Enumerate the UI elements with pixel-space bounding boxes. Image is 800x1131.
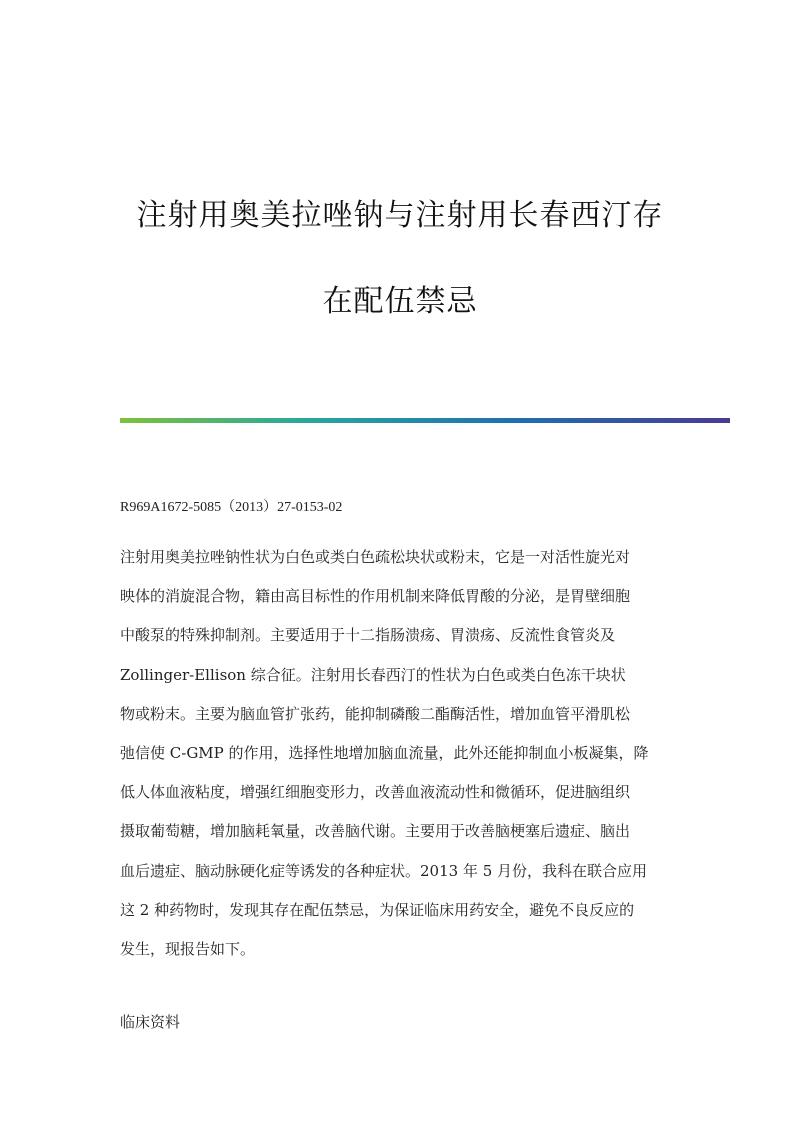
paragraph-line: 血后遗症、脑动脉硬化症等诱发的各种症状。2013 年 5 月份，我科在联合应用 <box>120 861 648 880</box>
section-heading: 临床资料 <box>120 1013 181 1031</box>
paragraph-line: 注射用奥美拉唑钠性状为白色或类白色疏松块状或粉末，它是一对活性旋光对 <box>120 548 631 566</box>
paragraph-line: 弛信使 C-GMP 的作用，选择性地增加脑血流量，此外还能抑制血小板凝集，降 <box>120 744 649 763</box>
paragraph-line: 发生，现报告如下。 <box>120 940 256 959</box>
paragraph-line: 物或粉末。主要为脑血管扩张药，能抑制磷酸二酯酶活性，增加血管平滑肌松 <box>120 704 631 723</box>
title-line-2: 在配伍禁忌 <box>322 284 478 319</box>
paragraph-line: 这 2 种药物时，发现其存在配伍禁忌，为保证临床用药安全，避免不良反应的 <box>120 900 635 919</box>
paragraph-line: 映体的消旋混合物，籍由高目标性的作用机制来降低胃酸的分泌，是胃壁细胞 <box>120 587 631 606</box>
paragraph-line: 摄取葡萄糖，增加脑耗氧量，改善脑代谢。主要用于改善脑梗塞后遗症、脑出 <box>120 822 631 841</box>
body-paragraph <box>120 538 690 969</box>
paragraph-line: Zollinger-Ellison 综合征。注射用长春西汀的性状为白色或类白色冻干块状 <box>120 665 626 684</box>
gradient-divider <box>120 418 730 423</box>
paragraph-line: 低人体血液粘度，增强红细胞变形力，改善血液流动性和微循环，促进脑组织 <box>120 783 631 802</box>
paragraph-line: 中酸泵的特殊抑制剂。主要适用于十二指肠溃疡、胃溃疡、反流性食管炎及 <box>120 626 616 645</box>
document-id: R969A1672-5085（2013）27-0153-02 <box>120 500 343 515</box>
title-line-1: 注射用奥美拉唑钠与注射用长春西汀存 <box>136 198 664 233</box>
